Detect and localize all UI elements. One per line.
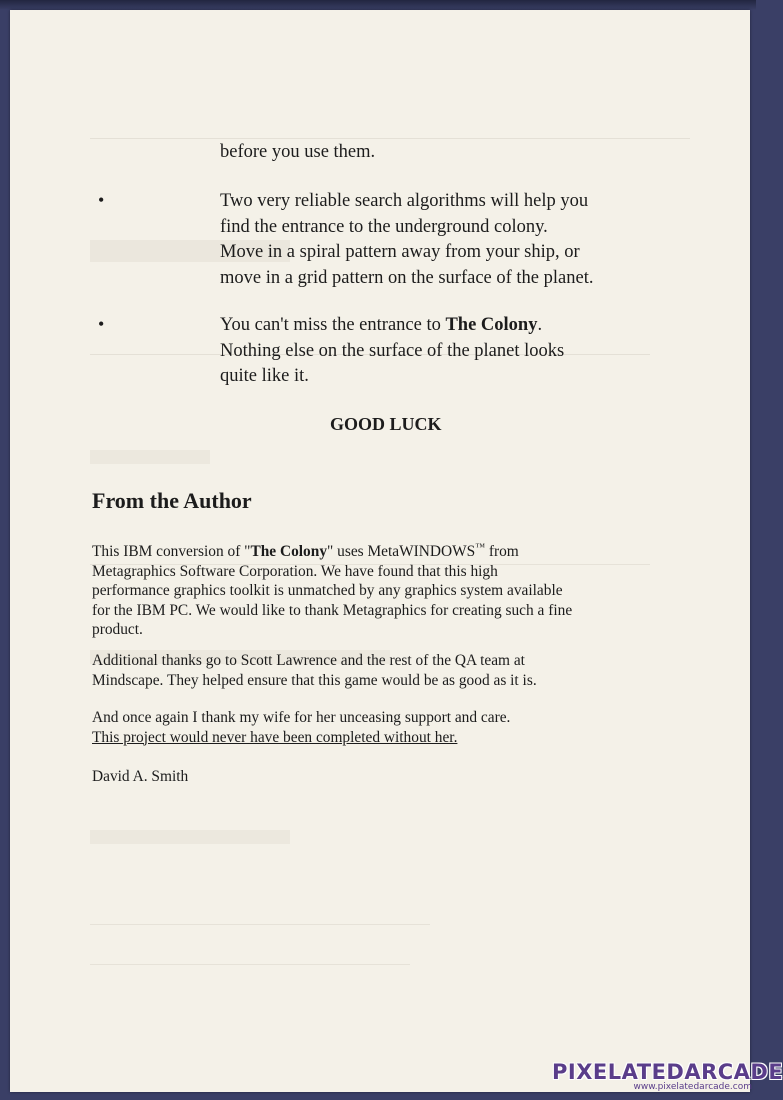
author-paragraph-2 — [92, 651, 672, 690]
para-line: performance graphics toolkit is unmatched by any graphics system available — [92, 582, 563, 600]
watermark-url: www.pixelatedarcade.com — [633, 1082, 752, 1092]
manual-page — [10, 10, 783, 1092]
para-line-underlined: This project would never have been completed without her. — [92, 728, 458, 746]
para-line: Metagraphics Software Corporation. We have found that this high — [92, 562, 498, 580]
bullet-line — [220, 313, 710, 339]
watermark-logo: PIXELATEDARCADE — [552, 1060, 783, 1084]
continued-line: before you use them. — [220, 142, 376, 162]
para-line: Additional thanks go to Scott Lawrence and the rest of the QA team at — [92, 652, 525, 669]
bullet-line: quite like it. — [220, 366, 309, 386]
bullet-text: You can't miss the entrance to — [220, 315, 446, 335]
bullet-marker: • — [98, 190, 105, 210]
bullet-item-entrance — [220, 313, 710, 390]
author-paragraph-1 — [92, 538, 672, 640]
para-text: " uses MetaWINDOWS — [327, 543, 476, 561]
game-title-bold: The Colony — [250, 543, 328, 561]
bullet-line: move in a grid pattern on the surface of the planet. — [220, 267, 594, 288]
para-text: from — [485, 543, 519, 561]
watermark — [552, 1060, 783, 1092]
para-line: And once again I thank my wife for her unceasing support and care. — [92, 709, 511, 726]
bullet-line: Nothing else on the surface of the planet looks — [220, 340, 565, 361]
bullet-item-search — [220, 189, 710, 291]
para-line: for the IBM PC. We would like to thank Metagraphics for creating such a fine — [92, 601, 573, 619]
bullet-line: Move in a spiral pattern away from your ship, or — [220, 242, 580, 262]
good-luck-label: GOOD LUCK — [330, 414, 442, 434]
bullet-text: . — [537, 315, 543, 335]
author-paragraph-3 — [92, 708, 672, 747]
section-heading: From the Author — [92, 488, 252, 513]
game-title-bold: The Colony — [445, 315, 538, 335]
para-line: Mindscape. They helped ensure that this game would be as good as it is. — [92, 671, 537, 689]
author-signature: David A. Smith — [92, 768, 189, 785]
bullet-line: Two very reliable search algorithms will help you — [220, 191, 589, 211]
para-line: product. — [92, 621, 143, 639]
scan-top-edge — [0, 0, 756, 10]
trademark-symbol: ™ — [475, 542, 486, 553]
para-line — [92, 538, 672, 562]
para-text: This IBM conversion of " — [92, 543, 251, 561]
bullet-marker: • — [98, 314, 105, 334]
bullet-line: find the entrance to the underground colony. — [220, 216, 548, 237]
